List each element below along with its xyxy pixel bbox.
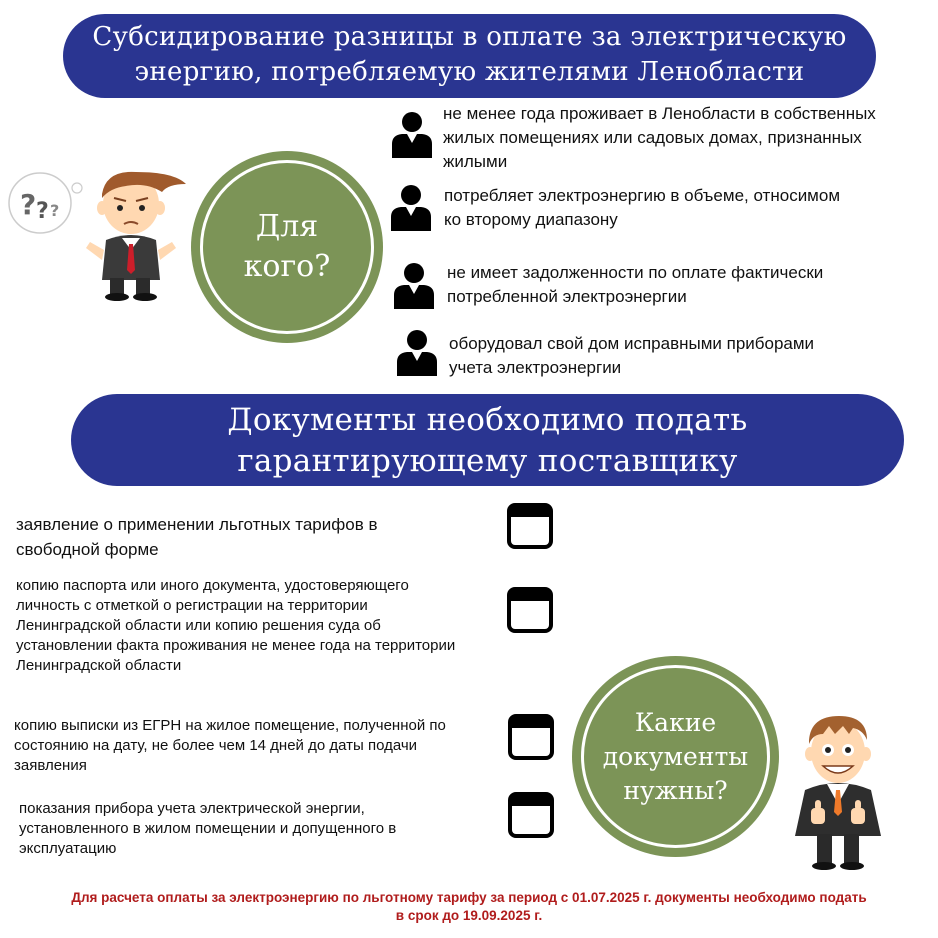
person-icon — [390, 110, 434, 158]
deadline-notice — [10, 889, 928, 925]
criterion-3 — [447, 261, 823, 309]
criterion-1-line-3: жилыми — [443, 152, 508, 171]
for-whom-circle — [191, 151, 383, 343]
for-whom-line-2: кого? — [243, 249, 331, 284]
which-documents-line-3: нужны? — [623, 776, 728, 805]
page-title-banner — [63, 14, 876, 98]
svg-text:?: ? — [36, 199, 49, 224]
criterion-4 — [449, 332, 814, 380]
page-title-line-2: энергию, потребляемую жителями Ленобласти — [134, 57, 805, 87]
document-item-2-line-3: Ленинградской области или копию решения суда об — [16, 617, 381, 634]
criterion-2 — [444, 184, 840, 232]
which-documents-circle-text — [572, 706, 779, 808]
document-item-3-line-2: состоянию на дату, не более чем 14 дней до даты подачи — [14, 737, 418, 754]
person-icon — [392, 261, 436, 309]
criterion-4-line-2: учета электроэнергии — [449, 358, 622, 377]
document-icon — [508, 792, 554, 838]
criterion-4-line-1: оборудовал свой дом исправными приборами — [449, 334, 815, 353]
document-item-4-line-2: установленного в жилом помещении и допущенного в — [19, 820, 397, 837]
svg-text:?: ? — [20, 188, 37, 221]
document-item-4-line-3: эксплуатацию — [19, 840, 117, 857]
deadline-notice-line-2: в срок до 19.09.2025 г. — [395, 908, 543, 923]
criterion-1 — [443, 102, 876, 174]
person-icon — [389, 183, 433, 231]
page-title-line-1: Субсидирование разницы в оплате за электрическую — [92, 22, 847, 52]
documents-banner — [71, 394, 904, 486]
criterion-1-line-1: не менее года проживает в Ленобласти в собственных — [443, 104, 876, 123]
confused-man-illustration — [6, 168, 188, 304]
documents-banner-line-1: Документы необходимо подать — [227, 402, 748, 438]
criterion-2-line-2: ко второму диапазону — [444, 210, 618, 229]
document-item-4-line-1: показания прибора учета электрической энергии, — [19, 800, 365, 817]
document-icon — [507, 503, 553, 549]
document-icon — [508, 714, 554, 760]
document-item-2-line-1: копию паспорта или иного документа, удостоверяющего — [16, 577, 409, 594]
criterion-3-line-1: не имеет задолженности по оплате фактически — [447, 263, 824, 282]
criterion-2-line-1: потребляет электроэнергию в объеме, относимом — [444, 186, 841, 205]
for-whom-line-1: Для — [255, 209, 319, 244]
document-item-3-line-3: заявления — [14, 757, 87, 774]
document-item-3 — [14, 716, 446, 776]
person-icon — [395, 328, 439, 376]
which-documents-line-2: документы — [602, 742, 749, 771]
document-item-2-line-4: установлении факта проживания не менее года на территории — [16, 637, 456, 654]
document-item-2-line-5: Ленинградской области — [16, 657, 182, 674]
criterion-3-line-2: потребленной электроэнергии — [447, 287, 687, 306]
document-item-2-line-2: личность с отметкой о регистрации на территории — [16, 597, 368, 614]
document-icon — [507, 587, 553, 633]
criterion-1-line-2: жилых помещениях или садовых домах, признанных — [443, 128, 862, 147]
which-documents-line-1: Какие — [634, 708, 717, 737]
document-item-4 — [19, 799, 396, 859]
documents-banner-line-2: гарантирующему поставщику — [237, 443, 738, 479]
which-documents-circle — [572, 656, 779, 857]
document-item-1 — [16, 512, 377, 562]
document-item-1-line-2: свободной форме — [16, 540, 159, 559]
document-item-3-line-1: копию выписки из ЕГРН на жилое помещение, полученной по — [14, 717, 446, 734]
deadline-notice-line-1: Для расчета оплаты за электроэнергию по льготному тарифу за период с 01.07.2025 г. документы необходимо подать — [71, 890, 867, 905]
happy-man-illustration — [783, 712, 893, 872]
svg-text:?: ? — [50, 201, 60, 220]
for-whom-circle-text — [191, 207, 383, 287]
document-item-2 — [16, 576, 455, 676]
document-item-1-line-1: заявление о применении льготных тарифов в — [16, 515, 378, 534]
